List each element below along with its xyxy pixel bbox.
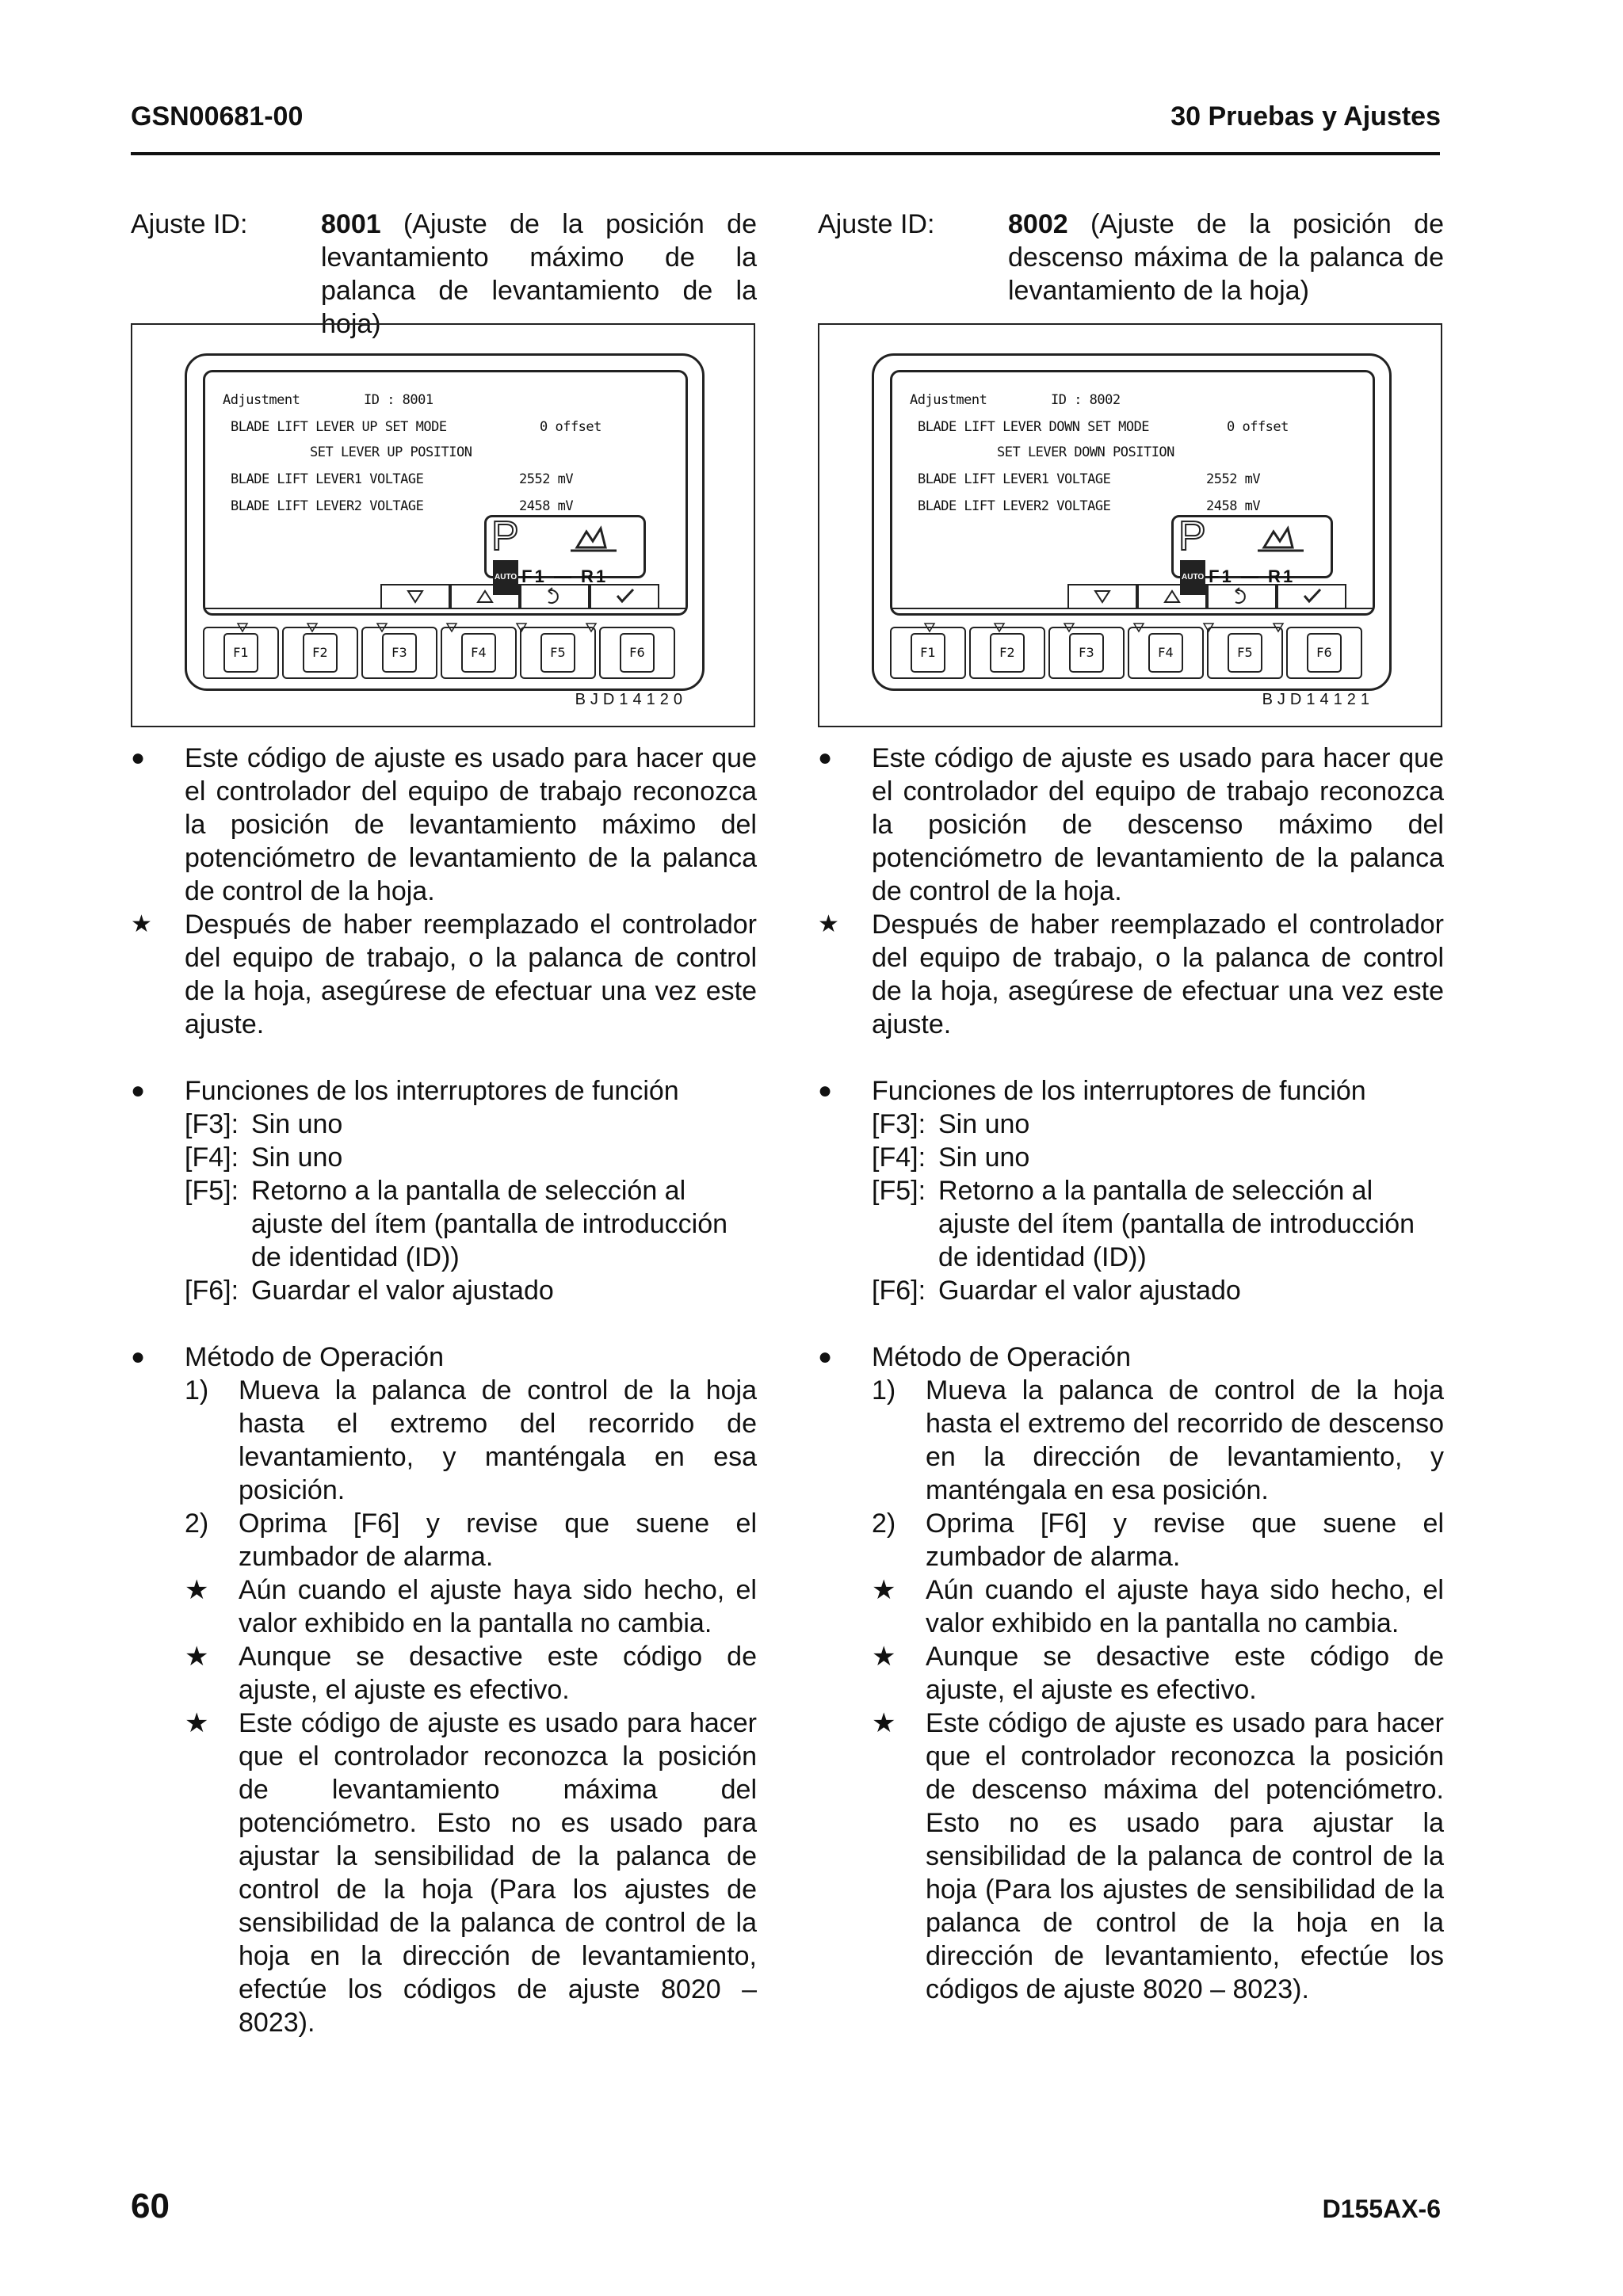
screen-lever1-label: BLADE LIFT LEVER1 VOLTAGE [918, 471, 1111, 487]
method-note [872, 1707, 1444, 2006]
functions-block [131, 1074, 757, 1307]
function-text: Sin uno [251, 1142, 343, 1173]
star-icon: ★ [872, 1642, 896, 1672]
note-text: Aún cuando el ajuste haya sido hecho, el valor exhibido en la pantalla no cambia. [926, 1575, 1444, 1638]
bullet-icon: ● [131, 745, 146, 771]
function-item [185, 1141, 757, 1174]
function-text: Guardar el valor ajustado [938, 1276, 1241, 1306]
machine-monitor [185, 353, 705, 691]
method-note [872, 1573, 1444, 1640]
screen-offset: 0 offset [1227, 419, 1289, 435]
screen-id: ID : 8002 [1051, 392, 1121, 408]
note-text: Aunque se desactive este código de ajuste, el ajuste es efectivo. [239, 1642, 757, 1705]
step-text: Oprima [F6] y revise que suene el zumbador de alarma. [239, 1508, 757, 1572]
method-note [185, 1707, 757, 2039]
adjust-label: Ajuste ID: [131, 209, 248, 239]
screen-lever2-label: BLADE LIFT LEVER2 VOLTAGE [231, 498, 424, 514]
parking-letter: P [1178, 513, 1206, 559]
dozer-icon [1253, 524, 1308, 555]
step-mark: 1) [872, 1375, 896, 1405]
f3-key[interactable] [361, 627, 437, 679]
star-icon: ★ [872, 1575, 896, 1605]
f6-label: F6 [620, 633, 654, 673]
note-text: Aunque se desactive este código de ajuste, el ajuste es efectivo. [926, 1642, 1444, 1705]
adjust-description [321, 208, 757, 339]
star-icon: ★ [185, 1708, 209, 1738]
figure-code: BJD14120 [575, 691, 687, 708]
function-item [185, 1174, 757, 1274]
bullet-icon: ● [818, 745, 833, 771]
screen-mode: BLADE LIFT LEVER DOWN SET MODE [918, 419, 1150, 435]
f5-label: F5 [1228, 633, 1262, 673]
screen-lever2-value: 2458 mV [519, 498, 574, 514]
function-item [185, 1274, 757, 1307]
f3-key[interactable] [1048, 627, 1125, 679]
page-number: 60 [131, 2187, 170, 2225]
document-code: GSN00681-00 [131, 101, 304, 132]
screen-id: ID : 8001 [364, 392, 433, 408]
method-block [818, 1341, 1444, 2006]
f3-label: F3 [1069, 633, 1103, 673]
method-note [185, 1573, 757, 1640]
star-icon: ★ [131, 911, 152, 937]
bullet-icon: ● [131, 1077, 146, 1104]
screen-lever2-label: BLADE LIFT LEVER2 VOLTAGE [918, 498, 1111, 514]
note-text: Este código de ajuste es usado para hacer que el controlador reconozca la posición de descenso máxima del potenciómetro. Esto no es usado para ajustar la sensibilidad de la palanca de control de la hoja (Para los ajustes de sensibilidad de la palanca de control de la hoja en la dirección de levantamiento, efectúe los códigos de ajuste 8020 – 8023). [926, 1708, 1444, 2004]
f6-key[interactable] [1286, 627, 1362, 679]
function-text: Sin uno [251, 1109, 343, 1139]
step-mark: 1) [185, 1375, 209, 1405]
f2-key[interactable] [282, 627, 358, 679]
monitor-screen [203, 370, 688, 616]
functions-content [872, 1074, 1444, 1307]
function-key: [F4]: [872, 1142, 926, 1173]
bullet-icon: ● [818, 1344, 833, 1370]
gear-indicator [484, 513, 646, 586]
f1-key[interactable] [203, 627, 279, 679]
step-text: Oprima [F6] y revise que suene el zumbador de alarma. [926, 1508, 1444, 1572]
screen-function-icons [892, 580, 1373, 613]
function-text: Retorno a la pantalla de selección al ajuste del ítem (pantalla de introducción de identidad (ID)) [938, 1176, 1415, 1272]
function-key: [F6]: [185, 1276, 239, 1306]
adjust-label: Ajuste ID: [818, 209, 935, 239]
screen-instruction: SET LEVER DOWN POSITION [997, 444, 1174, 460]
screen-lever2-value: 2458 mV [1206, 498, 1261, 514]
f5-key[interactable] [520, 627, 596, 679]
function-item [185, 1108, 757, 1141]
f1-label: F1 [911, 633, 945, 673]
star-icon: ★ [818, 911, 839, 937]
gear-value: F1 — R1 [1209, 566, 1296, 586]
step-mark: 2) [185, 1508, 209, 1539]
parking-letter: P [491, 513, 519, 559]
gear-value: F1 — R1 [521, 566, 609, 586]
function-keys [203, 627, 675, 679]
screen-title: Adjustment [910, 392, 987, 408]
monitor-figure [818, 323, 1442, 727]
step-text: Mueva la palanca de control de la hoja hasta el extremo del recorrido de levantamiento, y manténgala en esa posición. [239, 1375, 757, 1505]
header-rule [131, 152, 1440, 155]
function-key: [F3]: [872, 1109, 926, 1139]
method-content [872, 1341, 1444, 2006]
function-key: [F5]: [872, 1176, 926, 1206]
screen-title: Adjustment [223, 392, 300, 408]
monitor-screen [890, 370, 1375, 616]
function-keys [890, 627, 1362, 679]
adjust-heading [818, 208, 1444, 307]
function-key: [F4]: [185, 1142, 239, 1173]
screen-lever1-value: 2552 mV [519, 471, 574, 487]
machine-monitor [872, 353, 1392, 691]
function-item [872, 1274, 1444, 1307]
method-step [185, 1507, 757, 1573]
function-text: Sin uno [938, 1142, 1030, 1173]
method-step [872, 1507, 1444, 1573]
method-title: Método de Operación [872, 1342, 1131, 1372]
f4-label: F4 [461, 633, 495, 673]
bullet-paragraph [131, 742, 757, 908]
auto-tag: AUTO [1180, 560, 1205, 595]
adjust-heading [131, 208, 757, 339]
f2-label: F2 [303, 633, 337, 673]
monitor-figure [131, 323, 755, 727]
method-block [131, 1341, 757, 2039]
function-text: Retorno a la pantalla de selección al ajuste del ítem (pantalla de introducción de identidad (ID)) [251, 1176, 728, 1272]
f6-label: F6 [1307, 633, 1341, 673]
f4-key[interactable] [441, 627, 517, 679]
function-text: Guardar el valor ajustado [251, 1276, 554, 1306]
step-text: Mueva la palanca de control de la hoja hasta el extremo del recorrido de descenso en la dirección de levantamiento, y manténgala en esa posición. [926, 1375, 1444, 1505]
f6-key[interactable] [599, 627, 675, 679]
screen-instruction: SET LEVER UP POSITION [310, 444, 472, 460]
gear-indicator [1171, 513, 1333, 586]
method-step [185, 1374, 757, 1507]
f1-key[interactable] [890, 627, 966, 679]
f1-label: F1 [223, 633, 258, 673]
screen-mode: BLADE LIFT LEVER UP SET MODE [231, 419, 447, 435]
function-key: [F5]: [185, 1176, 239, 1206]
note-text: Aún cuando el ajuste haya sido hecho, el valor exhibido en la pantalla no cambia. [239, 1575, 757, 1638]
note-text: Este código de ajuste es usado para hacer que el controlador reconozca la posición de levantamiento máxima del potenciómetro. Esto no es usado para ajustar la sensibilidad de la palanca de control de la hoja (Para los ajustes de sensibilidad de la palanca de control de la hoja en la dirección de levantamiento, efectúe los códigos de ajuste 8020 – 8023). [239, 1708, 757, 2038]
f3-label: F3 [382, 633, 416, 673]
auto-tag: AUTO [493, 560, 518, 595]
f2-label: F2 [990, 633, 1024, 673]
method-note [872, 1640, 1444, 1707]
method-step [872, 1374, 1444, 1507]
step-mark: 2) [872, 1508, 896, 1539]
star-paragraph [131, 908, 757, 1041]
adjust-id: 8001 [321, 209, 381, 239]
screen-function-icons [205, 580, 685, 613]
column-left [131, 208, 757, 2039]
bullet-icon: ● [818, 1077, 833, 1104]
function-item [872, 1141, 1444, 1174]
section-title: 30 Pruebas y Ajustes [1170, 101, 1441, 132]
function-item [872, 1174, 1444, 1274]
bullet-icon: ● [131, 1344, 146, 1370]
f2-key[interactable] [969, 627, 1045, 679]
column-right [818, 208, 1444, 2006]
function-item [872, 1108, 1444, 1141]
star-text: Después de haber reemplazado el controlador del equipo de trabajo, o la palanca de control de la hoja, asegúrese de efectuar una vez este ajuste. [872, 910, 1444, 1039]
function-key: [F3]: [185, 1109, 239, 1139]
screen-lever1-label: BLADE LIFT LEVER1 VOLTAGE [231, 471, 424, 487]
function-key: [F6]: [872, 1276, 926, 1306]
f5-key[interactable] [1207, 627, 1283, 679]
adjust-id: 8002 [1008, 209, 1068, 239]
adjust-description [1008, 208, 1444, 307]
screen-lever1-value: 2552 mV [1206, 471, 1261, 487]
bullet-text: Este código de ajuste es usado para hacer que el controlador del equipo de trabajo reconozca la posición de levantamiento máximo del potenciómetro de levantamiento de la palanca de control de la hoja. [185, 743, 757, 906]
method-note [185, 1640, 757, 1707]
star-icon: ★ [185, 1642, 209, 1672]
function-text: Sin uno [938, 1109, 1030, 1139]
method-content [185, 1341, 757, 2039]
f4-label: F4 [1148, 633, 1182, 673]
functions-title: Funciones de los interruptores de función [872, 1076, 1366, 1106]
star-paragraph [818, 908, 1444, 1041]
star-icon: ★ [872, 1708, 896, 1738]
screen-offset: 0 offset [540, 419, 601, 435]
bullet-text: Este código de ajuste es usado para hacer que el controlador del equipo de trabajo reconozca la posición de descenso máximo del potenciómetro de levantamiento de la palanca de control de la hoja. [872, 743, 1444, 906]
functions-title: Funciones de los interruptores de función [185, 1076, 679, 1106]
functions-block [818, 1074, 1444, 1307]
bullet-paragraph [818, 742, 1444, 908]
figure-code: BJD14121 [1262, 691, 1374, 708]
adjust-desc-text: (Ajuste de la posición de levantamiento máximo de la palanca de levantamiento de la hoja) [321, 209, 757, 339]
f4-key[interactable] [1128, 627, 1204, 679]
f5-label: F5 [540, 633, 575, 673]
functions-content [185, 1074, 757, 1307]
adjust-desc-text: (Ajuste de la posición de descenso máxima de la palanca de levantamiento de la hoja) [1008, 209, 1444, 306]
star-icon: ★ [185, 1575, 209, 1605]
star-text: Después de haber reemplazado el controlador del equipo de trabajo, o la palanca de control de la hoja, asegúrese de efectuar una vez este ajuste. [185, 910, 757, 1039]
method-title: Método de Operación [185, 1342, 444, 1372]
model-code: D155AX-6 [1322, 2195, 1441, 2223]
dozer-icon [566, 524, 621, 555]
